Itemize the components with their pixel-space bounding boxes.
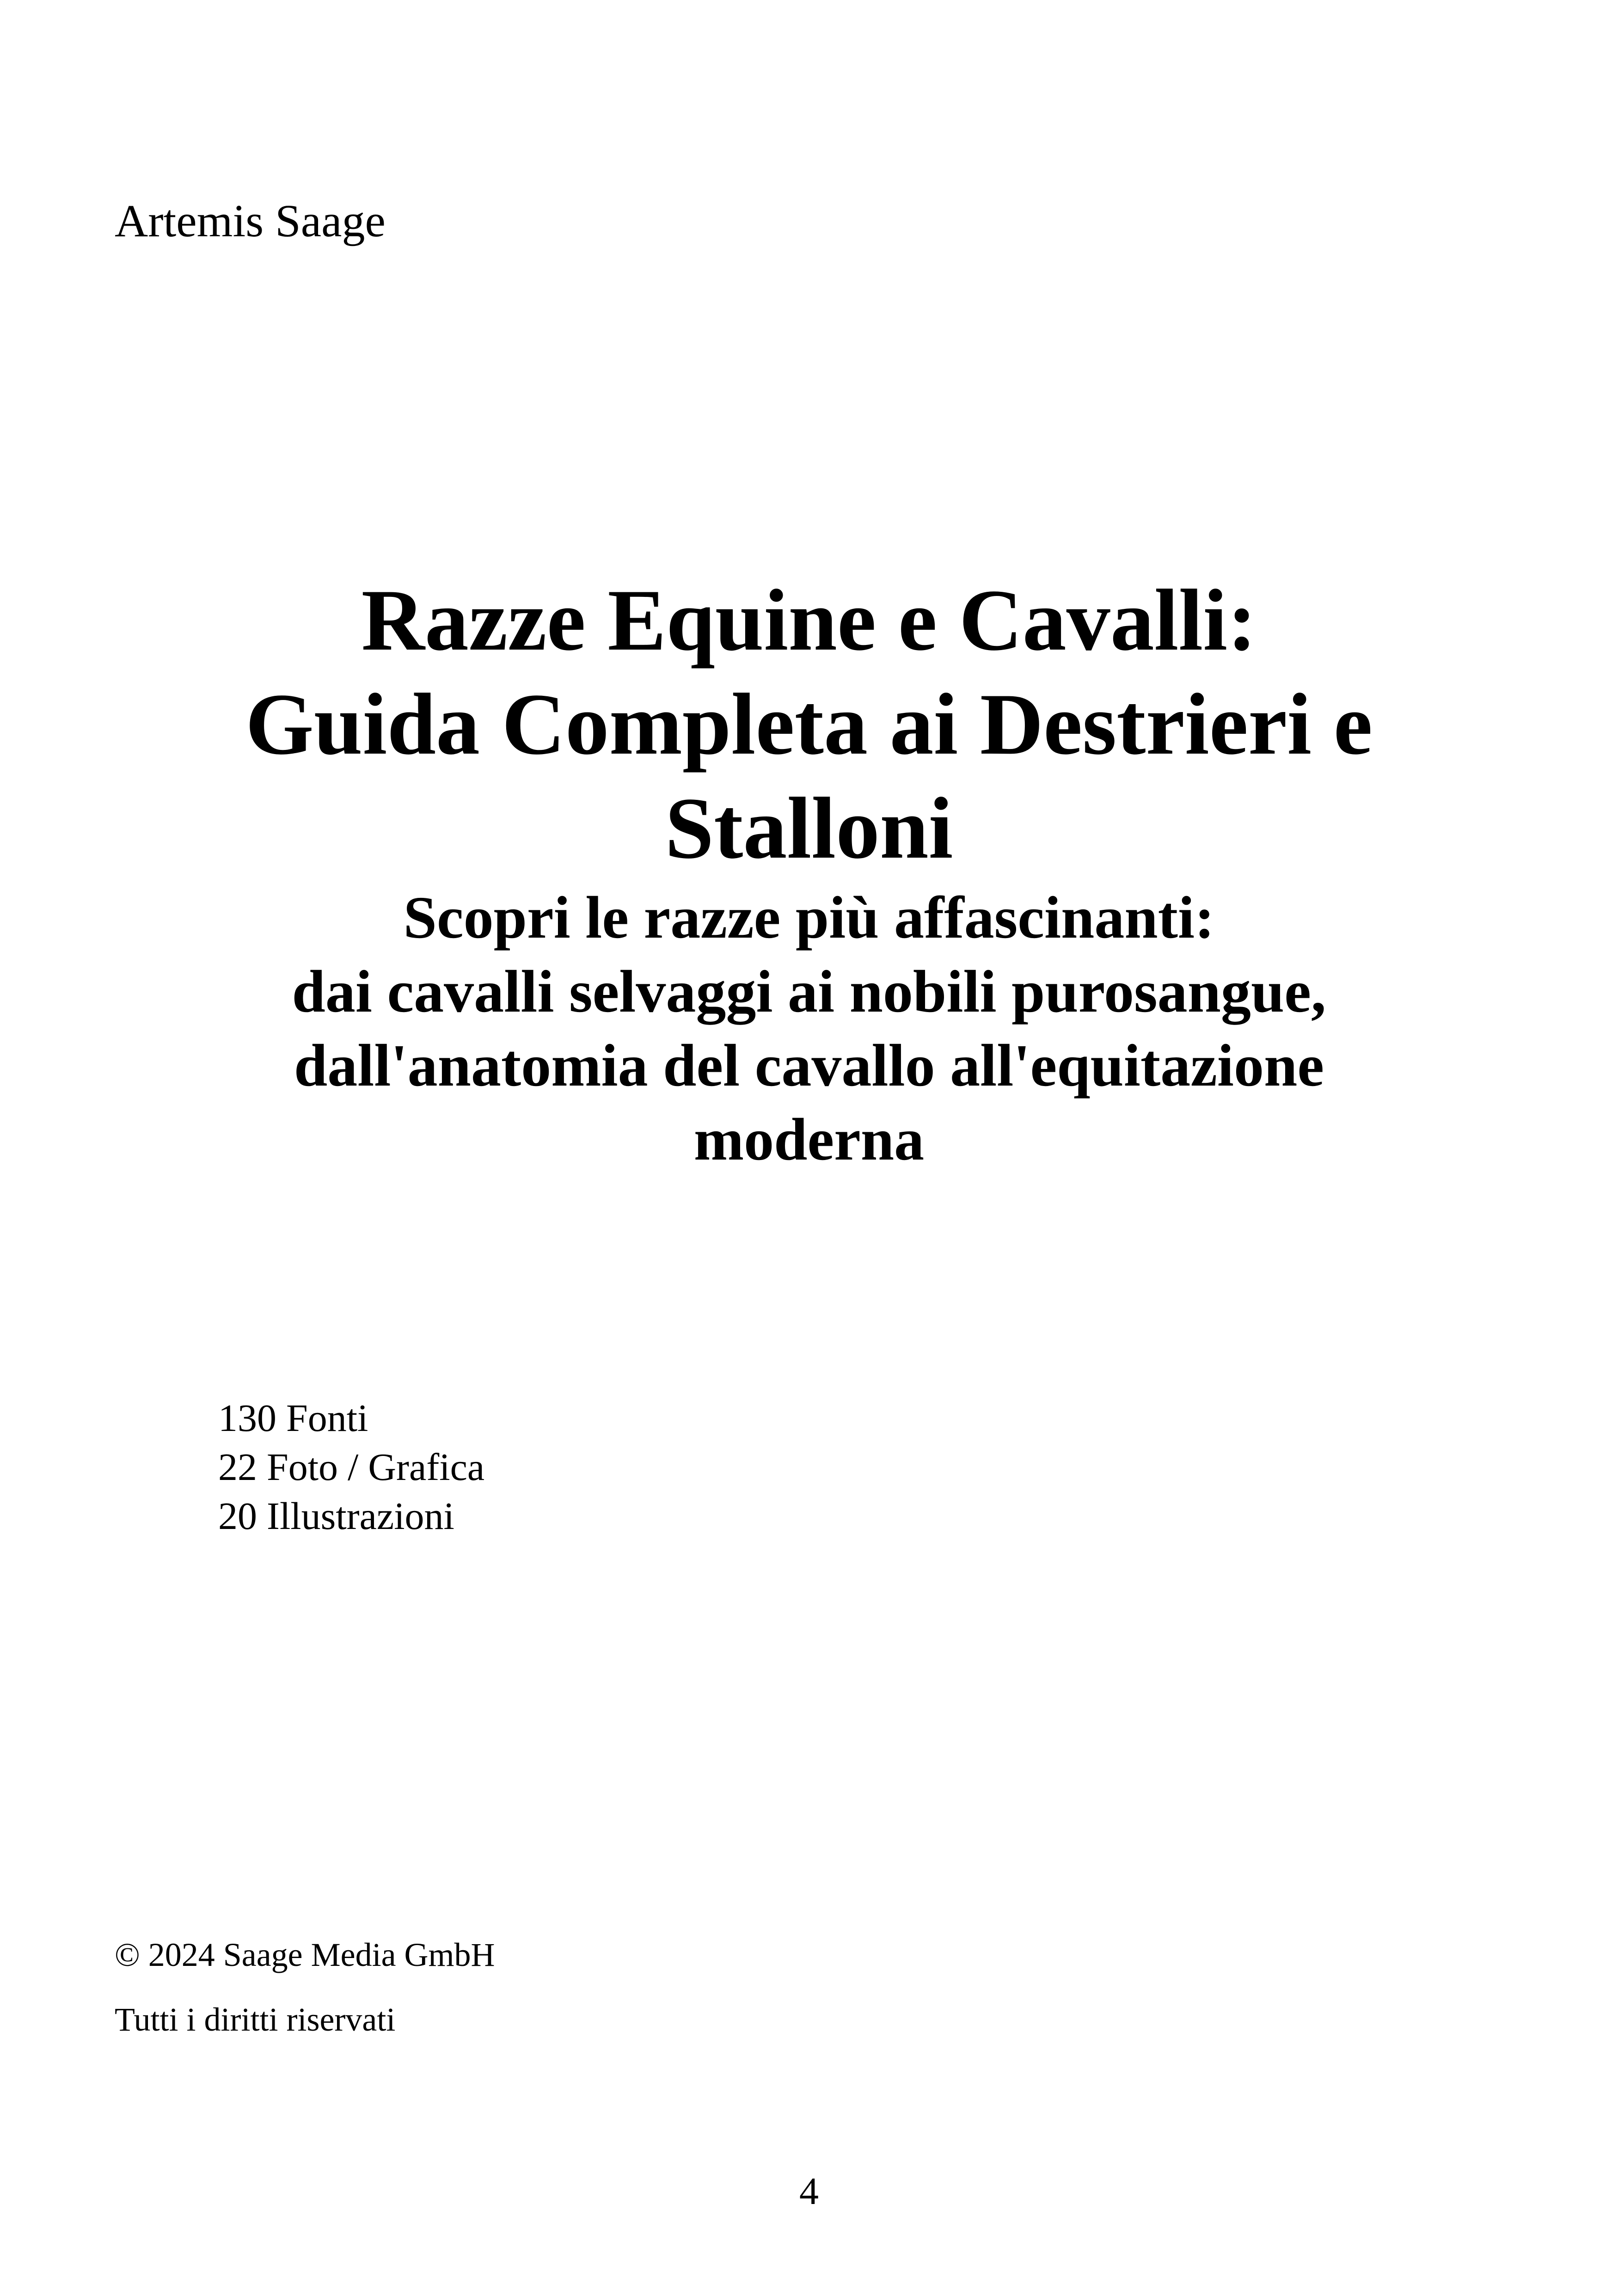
- title-line: Razze Equine e Cavalli:: [361, 572, 1257, 669]
- copyright-notice: © 2024 Saage Media GmbH: [115, 1936, 495, 1973]
- title-line: Guida Completa ai Destrieri e: [245, 676, 1373, 773]
- subtitle-line: dai cavalli selvaggi ai nobili purosangue,: [292, 958, 1326, 1025]
- rights-notice: Tutti i diritti riservati: [115, 2001, 396, 2038]
- page-number: 4: [799, 2170, 819, 2213]
- title-block: [116, 569, 1502, 1177]
- subtitle-line: moderna: [693, 1106, 925, 1173]
- subtitle-line: Scopri le razze più affascinanti:: [403, 884, 1215, 951]
- subtitle-line: dall'anatomia del cavallo all'equitazione: [294, 1032, 1324, 1099]
- author-name: Artemis Saage: [115, 195, 386, 246]
- stat-illustrations: 20 Illustrazioni: [218, 1495, 454, 1538]
- book-stats: [218, 1394, 484, 1541]
- stat-photos: 22 Foto / Grafica: [218, 1446, 485, 1489]
- stat-sources: 130 Fonti: [218, 1397, 368, 1440]
- title-line: Stalloni: [665, 780, 953, 877]
